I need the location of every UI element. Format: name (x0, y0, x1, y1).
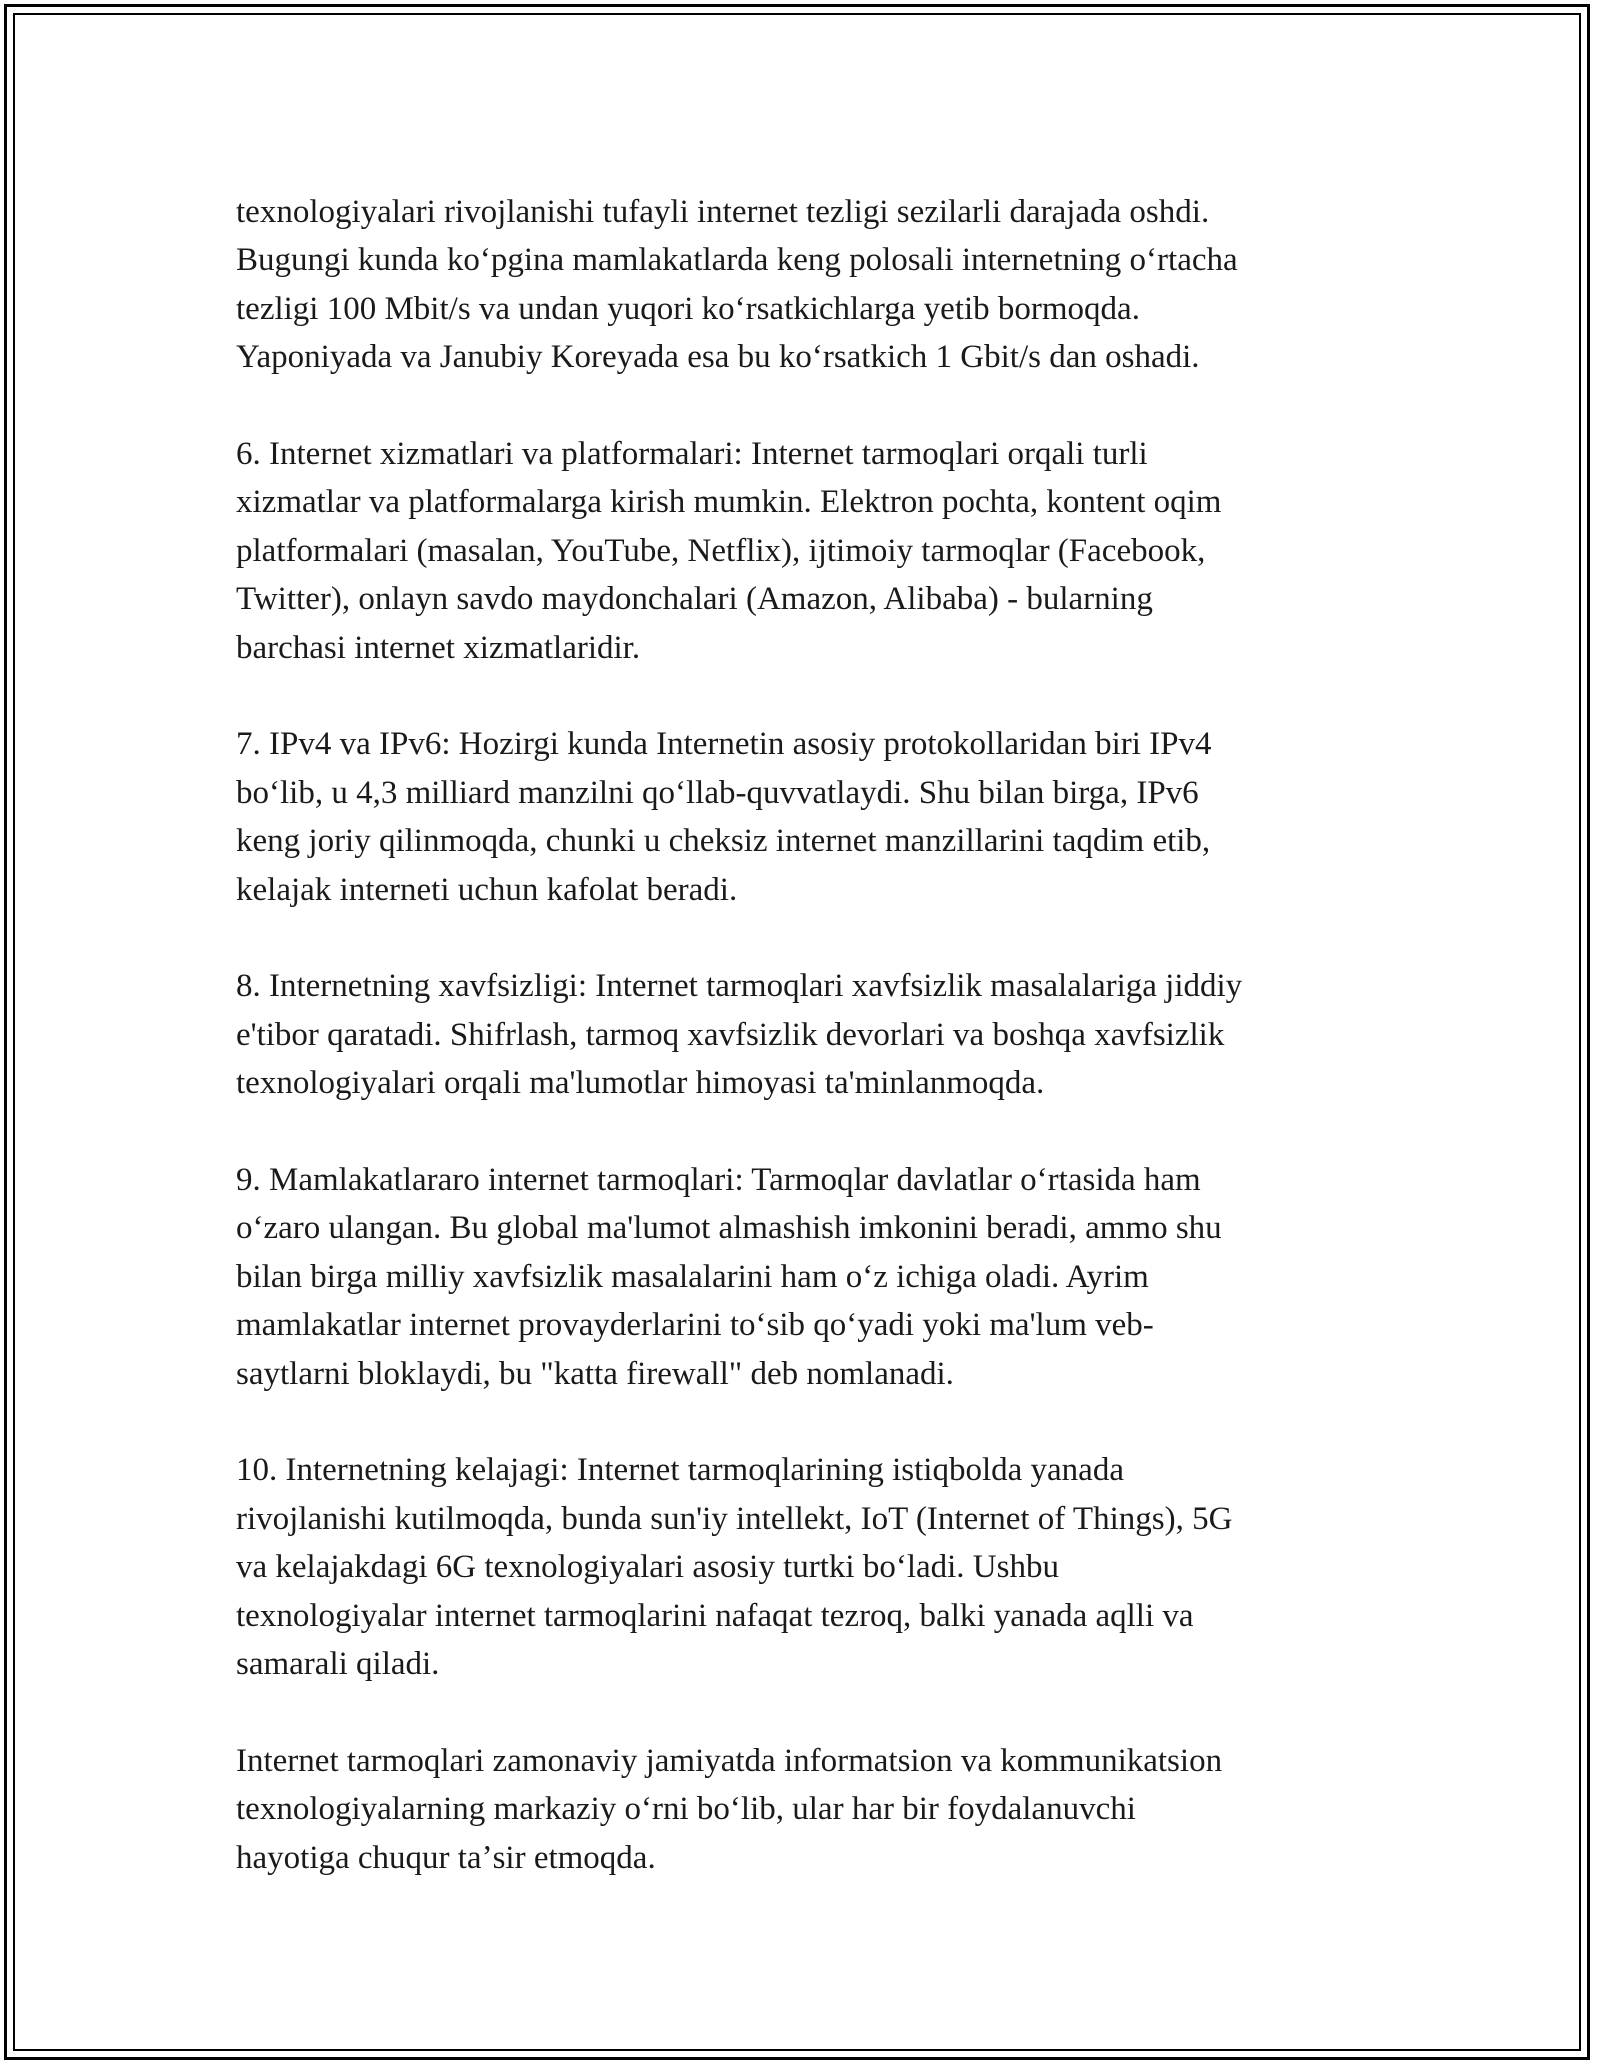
text-line: kelajak interneti uchun kafolat beradi. (236, 871, 738, 908)
text-line: Yaponiyada va Janubiy Koreyada esa bu koʻrsatkich 1 Gbit/s dan oshadi. (236, 339, 1200, 376)
text-line: 6. Internet xizmatlari va platformalari: Internet tarmoqlari orqali turli (236, 436, 1148, 473)
text-line: 7. IPv4 va IPv6: Hozirgi kunda Internetin asosiy protokollaridan biri IPv4 (236, 726, 1212, 763)
text-line: texnologiyalari rivojlanishi tufayli internet tezligi sezilarli darajada oshdi. (236, 194, 1210, 230)
text-line: texnologiyalar internet tarmoqlarini nafaqat tezroq, balki yanada aqlli va (236, 1597, 1194, 1634)
text-line: bilan birga milliy xavfsizlik masalalarini ham oʻz ichiga oladi. Ayrim (236, 1258, 1149, 1295)
paragraph (236, 962, 1396, 1107)
text-line: saytlarni bloklaydi, bu "katta firewall" deb nomlanadi. (236, 1355, 954, 1392)
text-line: tezligi 100 Mbit/s va undan yuqori koʻrsatkichlarga yetib bormoqda. (236, 290, 1140, 327)
text-line: Bugungi kunda koʻpgina mamlakatlarda keng polosali internetning oʻrtacha (236, 242, 1238, 279)
text-line: rivojlanishi kutilmoqda, bunda sun'iy intellekt, IoT (Internet of Things), 5G (236, 1500, 1233, 1537)
paragraph (236, 1156, 1396, 1398)
text-line: e'tibor qaratadi. Shifrlash, tarmoq xavfsizlik devorlari va boshqa xavfsizlik (236, 1016, 1225, 1053)
text-line: mamlakatlar internet provayderlarini toʻsib qoʻyadi yoki ma'lum veb- (236, 1307, 1154, 1344)
paragraph (236, 1737, 1396, 1882)
text-line: xizmatlar va platformalarga kirish mumkin. Elektron pochta, kontent oqim (236, 484, 1222, 521)
text-line: boʻlib, u 4,3 milliard manzilni qoʻllab-quvvatlaydi. Shu bilan birga, IPv6 (236, 774, 1199, 811)
text-line: oʻzaro ulangan. Bu global ma'lumot almashish imkonini beradi, ammo shu (236, 1210, 1222, 1247)
text-line: texnologiyalarning markaziy oʻrni boʻlib, ular har bir foydalanuvchi (236, 1791, 1136, 1828)
text-line: 8. Internetning xavfsizligi: Internet tarmoqlari xavfsizlik masalalariga jiddiy (236, 968, 1243, 1005)
text-line: 9. Mamlakatlararo internet tarmoqlari: Tarmoqlar davlatlar oʻrtasida ham (236, 1162, 1201, 1199)
text-line: samarali qiladi. (236, 1646, 440, 1683)
text-line: Internet tarmoqlari zamonaviy jamiyatda informatsion va kommunikatsion (236, 1742, 1223, 1779)
paragraph (236, 720, 1396, 914)
document-body (236, 188, 1396, 1882)
text-line: hayotiga chuqur taʼsir etmoqda. (236, 1839, 656, 1876)
text-line: platformalari (masalan, YouTube, Netflix), ijtimoiy tarmoqlar (Facebook, (236, 532, 1206, 569)
text-line: Twitter), onlayn savdo maydonchalari (Amazon, Alibaba) - bularning (236, 581, 1153, 618)
text-line: 10. Internetning kelajagi: Internet tarmoqlarining istiqbolda yanada (236, 1452, 1124, 1489)
text-line: barchasi internet xizmatlaridir. (236, 629, 641, 666)
text-line: va kelajakdagi 6G texnologiyalari asosiy turtki boʻladi. Ushbu (236, 1549, 1059, 1586)
text-line: keng joriy qilinmoqda, chunki u cheksiz internet manzillarini taqdim etib, (236, 823, 1211, 860)
paragraph (236, 1446, 1396, 1688)
text-line: texnologiyalari orqali ma'lumotlar himoyasi ta'minlanmoqda. (236, 1065, 1045, 1102)
paragraph (236, 430, 1396, 672)
paragraph (236, 188, 1396, 382)
